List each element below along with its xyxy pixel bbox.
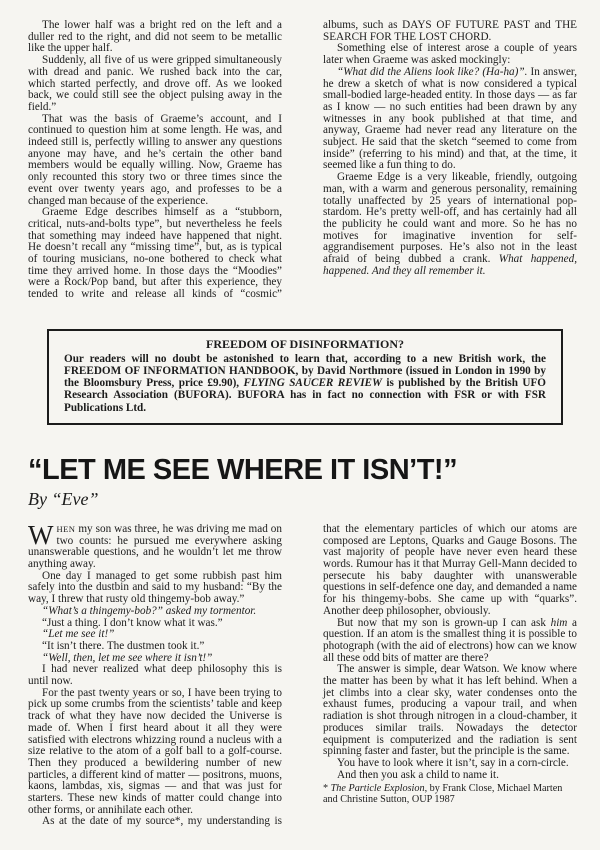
text-run: “Just a thing. I don’t know what it was.” bbox=[42, 616, 223, 629]
notice-body bbox=[64, 353, 546, 414]
text-run: As at the date of my source*, my understanding is bbox=[42, 815, 282, 828]
article-byline: By “Eve” bbox=[28, 488, 99, 509]
text-run: The lower half was a bright red on the left and a duller red to the right, and did not seem to be metallic like the upper half. bbox=[28, 19, 282, 55]
text-run: In answer, he drew a sketch of what is now considered a typical small-bodied large-headed entity. In those days — as far as I know — no such entities had been drawn by any witnesses in any book published at that time, and anyway, Graeme had never read any literature on the subject. He said that the sketch “seemed to come from inside” (referring to his mind) and that, at the time, it seemed like a fun thing to do. bbox=[323, 65, 577, 172]
paragraph bbox=[28, 207, 282, 301]
paragraph bbox=[323, 770, 577, 782]
text-run: is published by the British UFO Research Association (BUFORA). BUFORA has in fact no connection with FSR or with FSR Publications Ltd. bbox=[64, 377, 546, 414]
top-article-continuation bbox=[28, 20, 577, 301]
top-article-left-column bbox=[28, 20, 282, 301]
text-run: that the elementary particles of which our atoms are composed are Leptons, Quarks and Gauge Bosons. The vast majority of people have never even heard these words. Rumour has it that Murray Gell-Mann decided to persecute his baby daughter with unanswerable questions in self-defence one day, and demanded a name for his thingemy-bobs. She came up with “quarks”. Another deep philosopher, obviously. bbox=[323, 522, 577, 617]
text-run: , by Frank Close, Michael Marten and Christine Sutton, OUP 1987 bbox=[323, 783, 563, 806]
text-run: Our readers will no doubt be astonished to learn that, according to a new British work, the FREEDOM OF INFORMATION HANDBOOK, by David Northmore (issued in London in 1990 by the Bloomsbury Press, price £9.90), bbox=[64, 352, 546, 390]
text-run: Graeme Edge describes himself as a “stubborn, critical, nuts-and-bolts type”, but nevertheless he feels that something may indeed have happened that night. He doesn’t recall any “missing time”, but, as is typical of touring musicians, no-one bothered to check what time they arrived home. In those days the “Moodies” were a Rock/Pop band, but after this experience, they tended to write and release all kinds of “cosmic” bbox=[28, 206, 282, 301]
text-run: But now that my son is grown-up I can ask bbox=[337, 616, 551, 629]
text-run: One day I managed to get some rubbish past him safely into the dustbin and said to my husband: “By the way, I threw that rusty old thingemy-bob away.” bbox=[28, 569, 282, 606]
top-article-right-column bbox=[323, 20, 577, 301]
text-run: * bbox=[323, 783, 331, 795]
footnote bbox=[323, 783, 577, 805]
text-run: Something else of interest arose a couple of years later when Graeme was asked mockingly: bbox=[323, 42, 577, 67]
paragraph bbox=[28, 688, 282, 817]
text-run: The Particle Explosion bbox=[330, 783, 425, 795]
text-run: For the past twenty years or so, I have been trying to pick up some crumbs from the scientists’ table and keep track of what they have now decided the Universe is made of. When I first heard about it all they were satisfied with electrons whizzing round a nucleus with a size relative to the atom of a golf ball to a golf-course. Then they produced a bewildering number of new particles, a different kind of matter — positrons, muons, kaons, lambdas, xis, sigmas — and that was just for starters. These new kinds of matter could change into other forms, or annihilate each other. bbox=[28, 686, 282, 816]
paragraph bbox=[28, 55, 282, 114]
paragraph bbox=[323, 67, 577, 172]
paragraph bbox=[323, 172, 577, 277]
text-run: him bbox=[550, 616, 568, 629]
text-run: What happened, happened. And they all remember it. bbox=[323, 253, 577, 277]
text-run: You have to look where it isn’t, say in a corn-circle. bbox=[337, 756, 569, 769]
text-run: FLYING SAUCER REVIEW bbox=[243, 377, 382, 390]
text-run: That was the basis of Graeme’s account, and I continued to question him at some length. He was, and indeed still is, perfectly willing to answer any questions anyone may have, and he’s certain the other band members would be equally willing. Now, Graeme has only recounted this story two or three times since the event over twenty years ago, and professes to be a changed man because of the experience. bbox=[28, 112, 282, 207]
paragraph bbox=[323, 618, 577, 665]
text-run: “It isn’t there. The dustmen took it.” bbox=[42, 639, 205, 652]
text-run: a question. If an atom is the smallest thing it is possible to photograph (with the aid of electrons) how can we know all these odd bits of matter are there? bbox=[323, 616, 577, 664]
text-run: The answer is simple, dear Watson. We know where the matter has been by what it has left behind. When a jet climbs into a clear sky, water condenses onto the exhaust fumes, producing a vapour trail, and when radiation is shot through nitrogen in a cloud-chamber, it produces similar trails. Nowadays the detector equipment is computerized and the radiation is sent spinning faster and faster, but the principle is the same. bbox=[323, 663, 577, 758]
text-run: HEN bbox=[56, 523, 76, 534]
text-run: “Well, then, let me see where it isn’t!” bbox=[42, 651, 213, 664]
notice-title: FREEDOM OF DISINFORMATION? bbox=[206, 336, 404, 351]
text-run: “What did the Aliens look like? (Ha-ha)”. bbox=[337, 65, 528, 78]
drop-cap: W bbox=[28, 519, 54, 550]
text-run: albums, such as DAYS OF FUTURE PAST and THE SEARCH FOR THE LOST CHORD. bbox=[323, 19, 577, 43]
text-run: Graeme Edge is a very likeable, friendly, outgoing man, with a warm and generous personality, remaining totally unaffected by 25 years of international pop-stardom. He’s pretty well-off, and has certainly had all the publicity he could want and more. So he has no motives for imaginative invention for self-aggrandisement purposes. He’s also not in the least afraid of being dubbed a crank. bbox=[323, 171, 577, 266]
paragraph bbox=[28, 20, 282, 55]
text-run: my son was three, he was driving me mad on two counts: he pursued me everywhere asking unanswerable questions, and he wouldn’t let me throw anything away. bbox=[28, 522, 282, 570]
text-run: And then you ask a child to name it. bbox=[337, 768, 499, 781]
article-headline: “LET ME SEE WHERE IT ISN’T!” bbox=[28, 453, 458, 486]
paragraph bbox=[323, 43, 577, 66]
paragraph bbox=[323, 524, 577, 618]
text-run: Suddenly, all five of us were gripped simultaneously with dread and panic. We rushed back into the car, which started perfectly, and drove off. As we looked back, we could still see the object pulsing away in the field.” bbox=[28, 54, 282, 113]
paragraph bbox=[28, 114, 282, 208]
text-run: “What’s a thingemy-bob?” asked my tormentor. bbox=[42, 604, 257, 617]
notice-box bbox=[47, 329, 563, 425]
paragraph bbox=[323, 20, 577, 43]
paragraph bbox=[323, 664, 577, 758]
paragraph bbox=[28, 816, 282, 828]
text-run: I had never realized what deep philosophy this is until now. bbox=[28, 663, 282, 688]
paragraph-dropcap bbox=[28, 519, 282, 571]
feature-article bbox=[28, 519, 577, 828]
feature-left-column bbox=[28, 519, 282, 828]
feature-right-column bbox=[323, 524, 577, 828]
paragraph bbox=[28, 664, 282, 687]
paragraph bbox=[28, 571, 282, 606]
text-run: “Let me see it!” bbox=[42, 628, 115, 641]
